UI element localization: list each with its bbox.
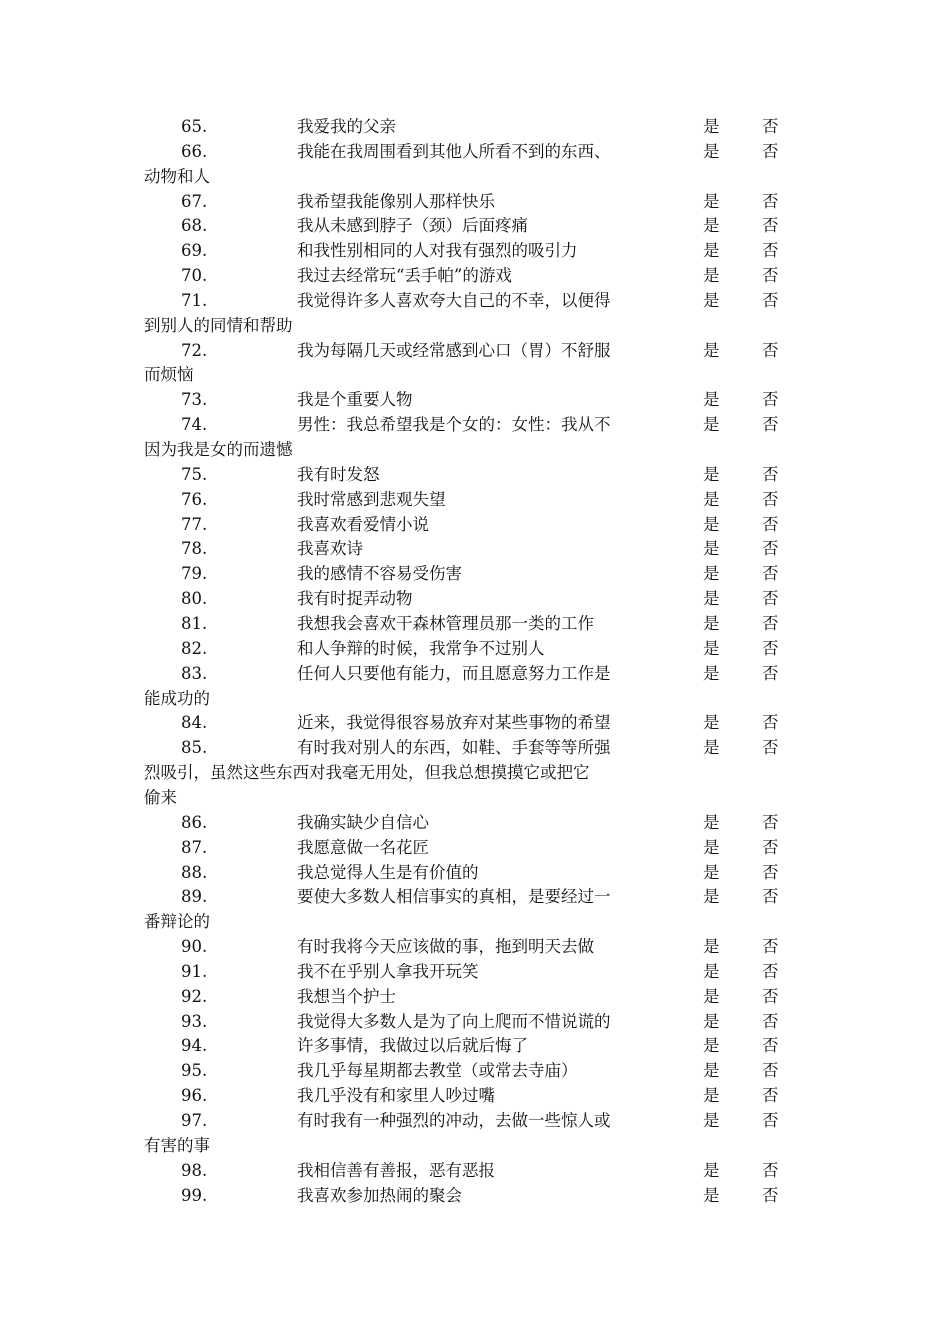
question-number: 82. xyxy=(181,638,208,658)
yes-option[interactable]: 是 xyxy=(703,141,720,161)
question-number: 75. xyxy=(181,464,208,484)
no-option[interactable]: 否 xyxy=(762,589,779,609)
yes-option[interactable]: 是 xyxy=(703,415,720,435)
no-option[interactable]: 否 xyxy=(762,539,779,559)
yes-option[interactable]: 是 xyxy=(703,539,720,559)
question-number: 87. xyxy=(181,837,208,857)
no-option[interactable]: 否 xyxy=(762,464,779,484)
no-option[interactable]: 否 xyxy=(762,1111,779,1130)
question-number: 72. xyxy=(181,340,208,360)
no-option[interactable]: 否 xyxy=(762,638,779,658)
question-number: 78. xyxy=(181,539,208,559)
question-text: 我能在我周围看到其他人所看不到的东西、 xyxy=(297,141,611,161)
yes-option[interactable]: 是 xyxy=(703,564,720,584)
question-number: 70. xyxy=(181,266,208,286)
yes-option[interactable]: 是 xyxy=(703,812,720,832)
no-option[interactable]: 否 xyxy=(762,1036,779,1056)
question-text: 我从未感到脖子（颈）后面疼痛 xyxy=(297,216,528,236)
question-number: 67. xyxy=(181,191,208,211)
yes-option[interactable]: 是 xyxy=(703,266,720,286)
question-text: 我觉得大多数人是为了向上爬而不惜说谎的 xyxy=(297,1011,611,1031)
question-text: 我想当个护士 xyxy=(297,986,396,1006)
no-option[interactable]: 否 xyxy=(762,887,779,907)
question-number: 71. xyxy=(181,290,208,310)
yes-option[interactable]: 是 xyxy=(703,837,720,857)
no-option[interactable]: 否 xyxy=(762,564,779,584)
question-number: 69. xyxy=(181,241,208,261)
question-text: 我喜欢参加热闹的聚会 xyxy=(297,1185,462,1205)
yes-option[interactable]: 是 xyxy=(703,713,720,733)
question-text: 有时我对别人的东西，如鞋、手套等等所强 xyxy=(297,738,611,758)
yes-option[interactable]: 是 xyxy=(703,340,720,360)
yes-option[interactable]: 是 xyxy=(703,464,720,484)
question-text: 我喜欢诗 xyxy=(297,539,363,559)
question-text: 我过去经常玩“丢手帕”的游戏 xyxy=(297,266,512,286)
question-text: 我时常感到悲观失望 xyxy=(297,489,446,509)
question-text-continuation: 能成功的 xyxy=(144,688,210,708)
question-text: 我的感情不容易受伤害 xyxy=(297,564,462,584)
no-option[interactable]: 否 xyxy=(762,340,779,360)
question-text: 和人争辩的时候，我常争不过别人 xyxy=(297,638,545,658)
question-text-continuation: 因为我是女的而遗憾 xyxy=(144,440,293,460)
yes-option[interactable]: 是 xyxy=(703,1111,720,1130)
question-text: 我总觉得人生是有价值的 xyxy=(297,862,479,882)
no-option[interactable]: 否 xyxy=(762,1160,779,1180)
yes-option[interactable]: 是 xyxy=(703,589,720,609)
yes-option[interactable]: 是 xyxy=(703,937,720,957)
question-text-continuation: 而烦恼 xyxy=(144,365,194,385)
question-number: 91. xyxy=(181,961,208,981)
question-number: 81. xyxy=(181,614,208,633)
question-number: 80. xyxy=(181,589,208,609)
question-number: 98. xyxy=(181,1160,208,1180)
question-number: 83. xyxy=(181,663,208,683)
question-number: 90. xyxy=(181,937,208,957)
question-text: 我几乎每星期都去教堂（或常去寺庙） xyxy=(297,1061,578,1081)
question-text: 和我性别相同的人对我有强烈的吸引力 xyxy=(297,241,578,261)
no-option[interactable]: 否 xyxy=(762,141,779,161)
question-text: 近来，我觉得很容易放弃对某些事物的希望 xyxy=(297,713,611,733)
question-number: 99. xyxy=(181,1185,208,1205)
question-text-continuation: 烈吸引，虽然这些东西对我毫无用处，但我总想摸摸它或把它 xyxy=(144,763,590,783)
question-number: 89. xyxy=(181,887,208,907)
question-number: 77. xyxy=(181,514,208,534)
question-text-continuation: 动物和人 xyxy=(144,166,210,186)
yes-option[interactable]: 是 xyxy=(703,1061,720,1081)
yes-option[interactable]: 是 xyxy=(703,1160,720,1180)
yes-option[interactable]: 是 xyxy=(703,663,720,683)
yes-option[interactable]: 是 xyxy=(703,862,720,882)
question-text: 我爱我的父亲 xyxy=(297,117,396,136)
question-number: 65. xyxy=(181,117,208,136)
no-option[interactable]: 否 xyxy=(762,117,779,136)
question-text: 我是个重要人物 xyxy=(297,390,413,410)
question-number: 86. xyxy=(181,812,208,832)
no-option[interactable]: 否 xyxy=(762,1061,779,1081)
question-number: 94. xyxy=(181,1036,208,1056)
question-text-continuation: 偷来 xyxy=(144,787,177,807)
no-option[interactable]: 否 xyxy=(762,986,779,1006)
question-number: 76. xyxy=(181,489,208,509)
yes-option[interactable]: 是 xyxy=(703,216,720,236)
no-option[interactable]: 否 xyxy=(762,614,779,633)
yes-option[interactable]: 是 xyxy=(703,489,720,509)
question-number: 93. xyxy=(181,1011,208,1031)
question-number: 68. xyxy=(181,216,208,236)
yes-option[interactable]: 是 xyxy=(703,191,720,211)
yes-option[interactable]: 是 xyxy=(703,514,720,534)
no-option[interactable]: 否 xyxy=(762,191,779,211)
question-text: 我不在乎别人拿我开玩笑 xyxy=(297,961,479,981)
no-option[interactable]: 否 xyxy=(762,961,779,981)
yes-option[interactable]: 是 xyxy=(703,961,720,981)
yes-option[interactable]: 是 xyxy=(703,738,720,758)
yes-option[interactable]: 是 xyxy=(703,290,720,310)
yes-option[interactable]: 是 xyxy=(703,887,720,907)
question-text: 我愿意做一名花匠 xyxy=(297,837,429,857)
yes-option[interactable]: 是 xyxy=(703,390,720,410)
yes-option[interactable]: 是 xyxy=(703,614,720,633)
no-option[interactable]: 否 xyxy=(762,266,779,286)
question-number: 96. xyxy=(181,1086,208,1106)
question-text: 有时我有一种强烈的冲动，去做一些惊人或 xyxy=(297,1111,611,1130)
no-option[interactable]: 否 xyxy=(762,1185,779,1205)
yes-option[interactable]: 是 xyxy=(703,117,720,136)
no-option[interactable]: 否 xyxy=(762,663,779,683)
question-text: 我希望我能像别人那样快乐 xyxy=(297,191,495,211)
question-text: 要使大多数人相信事实的真相，是要经过一 xyxy=(297,887,611,907)
question-text: 我觉得许多人喜欢夸大自己的不幸，以便得 xyxy=(297,290,611,310)
question-text: 男性：我总希望我是个女的：女性：我从不 xyxy=(297,415,611,435)
yes-option[interactable]: 是 xyxy=(703,241,720,261)
yes-option[interactable]: 是 xyxy=(703,1011,720,1031)
question-text: 我想我会喜欢干森林管理员那一类的工作 xyxy=(297,614,594,633)
yes-option[interactable]: 是 xyxy=(703,1086,720,1106)
question-text-continuation: 番辩论的 xyxy=(144,912,210,932)
no-option[interactable]: 否 xyxy=(762,837,779,857)
question-text: 任何人只要他有能力，而且愿意努力工作是 xyxy=(297,663,611,683)
question-number: 92. xyxy=(181,986,208,1006)
no-option[interactable]: 否 xyxy=(762,390,779,410)
question-text: 我相信善有善报，恶有恶报 xyxy=(297,1160,495,1180)
question-number: 74. xyxy=(181,415,208,435)
question-number: 66. xyxy=(181,141,208,161)
no-option[interactable]: 否 xyxy=(762,514,779,534)
question-number: 85. xyxy=(181,738,208,758)
question-text: 我为每隔几天或经常感到心口（胃）不舒服 xyxy=(297,340,611,360)
question-text: 许多事情，我做过以后就后悔了 xyxy=(297,1036,528,1056)
question-number: 79. xyxy=(181,564,208,584)
no-option[interactable]: 否 xyxy=(762,1011,779,1031)
no-option[interactable]: 否 xyxy=(762,862,779,882)
no-option[interactable]: 否 xyxy=(762,812,779,832)
no-option[interactable]: 否 xyxy=(762,415,779,435)
no-option[interactable]: 否 xyxy=(762,489,779,509)
question-text: 我几乎没有和家里人吵过嘴 xyxy=(297,1086,495,1106)
no-option[interactable]: 否 xyxy=(762,216,779,236)
no-option[interactable]: 否 xyxy=(762,290,779,310)
yes-option[interactable]: 是 xyxy=(703,1036,720,1056)
yes-option[interactable]: 是 xyxy=(703,986,720,1006)
question-text: 我确实缺少自信心 xyxy=(297,812,429,832)
question-text: 我有时捉弄动物 xyxy=(297,589,413,609)
question-number: 95. xyxy=(181,1061,208,1081)
question-number: 88. xyxy=(181,862,208,882)
no-option[interactable]: 否 xyxy=(762,738,779,758)
question-number: 73. xyxy=(181,390,208,410)
no-option[interactable]: 否 xyxy=(762,937,779,957)
question-text: 我喜欢看爱情小说 xyxy=(297,514,429,534)
question-text-continuation: 到别人的同情和帮助 xyxy=(144,315,293,335)
yes-option[interactable]: 是 xyxy=(703,638,720,658)
question-text: 有时我将今天应该做的事，拖到明天去做 xyxy=(297,937,594,957)
no-option[interactable]: 否 xyxy=(762,1086,779,1106)
no-option[interactable]: 否 xyxy=(762,713,779,733)
question-number: 97. xyxy=(181,1111,208,1130)
yes-option[interactable]: 是 xyxy=(703,1185,720,1205)
question-text-continuation: 有害的事 xyxy=(144,1135,210,1155)
question-text: 我有时发怒 xyxy=(297,464,380,484)
question-number: 84. xyxy=(181,713,208,733)
no-option[interactable]: 否 xyxy=(762,241,779,261)
